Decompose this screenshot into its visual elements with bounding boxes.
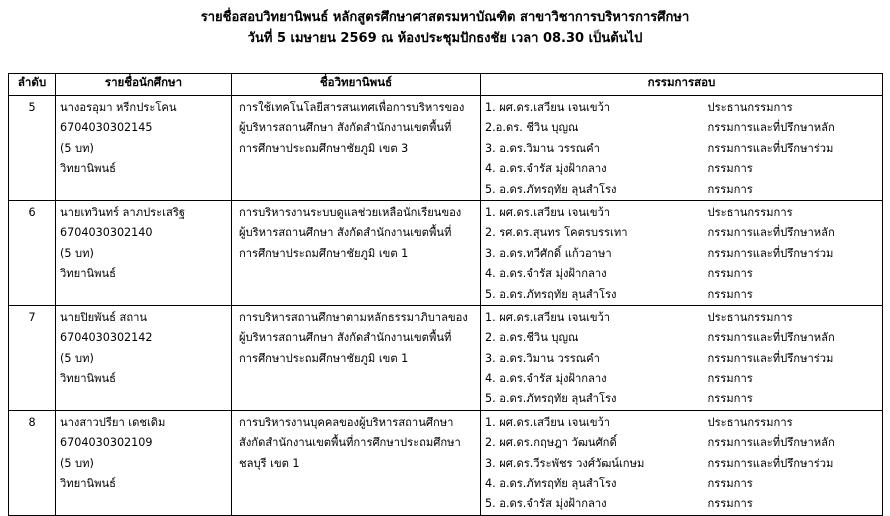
row-number	[9, 200, 56, 305]
thesis-cell	[232, 96, 481, 201]
thesis-line: การศึกษาประถมศึกษาชัยภูมิ เขต 1	[239, 246, 409, 260]
row-number	[9, 305, 56, 410]
committee-member: 1. ผศ.ดร.เสวียน เจนเขว้า	[485, 310, 611, 324]
committee-role: กรรมการและที่ปรึกษาร่วม	[707, 456, 834, 470]
row-number-text: 8	[28, 415, 36, 429]
student-line: 6704030302109	[60, 436, 153, 450]
student-line: 6704030302145	[60, 121, 153, 135]
committee-role: กรรมการและที่ปรึกษาหลัก	[707, 226, 835, 240]
committee-role: กรรมการและที่ปรึกษาร่วม	[707, 351, 834, 365]
row-number-text: 7	[28, 310, 36, 324]
thesis-line: การบริหารงานบุคคลของผู้บริหารสถานศึกษา	[239, 415, 454, 429]
committee-roles-cell	[706, 305, 883, 410]
header-committee: กรรมการสอบ	[481, 74, 883, 96]
student-line: นางอรอุมา หรีกประโคน	[60, 101, 177, 114]
table-row	[9, 305, 883, 410]
committee-roles-cell	[706, 200, 883, 305]
committee-role: กรรมการ	[707, 477, 753, 491]
table-row	[9, 410, 883, 515]
header-no: ลำดับ	[9, 74, 56, 96]
header-student: รายชื่อนักศึกษา	[56, 74, 232, 96]
table-row	[9, 200, 883, 305]
thesis-line: การบริหารสถานศึกษาตามหลักธรรมาภิบาลของ	[239, 310, 468, 324]
student-cell	[56, 96, 232, 201]
committee-role: ประธานกรรมการ	[707, 415, 793, 429]
student-line: (5 บท)	[60, 351, 94, 365]
committee-member: 3. อ.ดร.วิมาน วรรณคำ	[485, 351, 600, 365]
row-number	[9, 96, 56, 201]
student-cell	[56, 305, 232, 410]
committee-roles-cell	[706, 96, 883, 201]
committee-role: ประธานกรรมการ	[707, 101, 793, 114]
committee-member: 5. อ.ดร.ภัทรฤทัย ลุนสำโรง	[485, 287, 617, 301]
student-line: นายเทวินทร์ ลาภประเสริฐ	[60, 205, 186, 219]
committee-member: 1. ผศ.ดร.เสวียน เจนเขว้า	[485, 415, 611, 429]
committee-members-cell	[481, 305, 706, 410]
header-thesis: ชื่อวิทยานิพนธ์	[232, 74, 481, 96]
committee-role: กรรมการและที่ปรึกษาหลัก	[707, 121, 835, 135]
thesis-line: ผู้บริหารสถานศึกษา สังกัดสำนักงานเขตพื้นที่	[239, 331, 452, 345]
committee-role: กรรมการ	[707, 162, 753, 176]
committee-member: 3. อ.ดร.ทวีศักดิ์ แก้วอาษา	[485, 246, 612, 260]
committee-role: ประธานกรรมการ	[707, 205, 793, 219]
committee-member: 2. รศ.ดร.สุนทร โคตรบรรเทา	[485, 226, 628, 240]
committee-role: กรรมการ	[707, 372, 753, 386]
thesis-cell	[232, 305, 481, 410]
committee-member: 4. อ.ดร.จำรัส มุ่งฝ้ากลาง	[485, 372, 607, 386]
committee-members-cell	[481, 96, 706, 201]
thesis-cell	[232, 200, 481, 305]
committee-member: 1. ผศ.ดร.เสวียน เจนเขว้า	[485, 205, 611, 219]
committee-role: ประธานกรรมการ	[707, 310, 793, 324]
committee-roles-cell	[706, 410, 883, 515]
committee-role: กรรมการและที่ปรึกษาร่วม	[707, 246, 834, 260]
committee-member: 2. ผศ.ดร.กฤษฎา วัฒนศักดิ์	[485, 436, 617, 450]
committee-member: 4. อ.ดร.ภัทรฤทัย ลุนสำโรง	[485, 477, 617, 491]
committee-member: 3. ผศ.ดร.วีระพัชร วงศ์วัฒน์เกษม	[485, 456, 645, 470]
thesis-line: ผู้บริหารสถานศึกษา สังกัดสำนักงานเขตพื้นที่	[239, 226, 452, 240]
student-cell	[56, 410, 232, 515]
student-line: นางสาวปรียา เดชเดิม	[60, 415, 166, 429]
student-line: วิทยานิพนธ์	[60, 477, 116, 491]
table-body	[9, 96, 883, 516]
committee-role: กรรมการและที่ปรึกษาหลัก	[707, 331, 835, 345]
committee-role: กรรมการ	[707, 182, 753, 196]
student-line: 6704030302140	[60, 226, 153, 240]
committee-member: 5. อ.ดร.ภัทรฤทัย ลุนสำโรง	[485, 182, 617, 196]
committee-role: กรรมการ	[707, 267, 753, 281]
thesis-line: ชลบุรี เขต 1	[239, 456, 300, 470]
thesis-line: สังกัดสำนักงานเขตพื้นที่การศึกษาประถมศึกษา	[239, 436, 461, 450]
thesis-line: การบริหารงานระบบดูแลช่วยเหลือนักเรียนของ	[239, 205, 462, 219]
committee-role: กรรมการ	[707, 287, 753, 301]
committee-member: 5. อ.ดร.จำรัส มุ่งฝ้ากลาง	[485, 497, 607, 511]
committee-role: กรรมการ	[707, 497, 753, 511]
committee-member: 4. อ.ดร.จำรัส มุ่งฝ้ากลาง	[485, 267, 607, 281]
student-line: วิทยานิพนธ์	[60, 162, 116, 176]
student-line: (5 บท)	[60, 141, 94, 155]
student-line: วิทยานิพนธ์	[60, 267, 116, 281]
thesis-line: การใช้เทคโนโลยีสารสนเทศเพื่อการบริหารของ	[239, 101, 465, 114]
exam-schedule-table	[8, 73, 883, 516]
committee-role: กรรมการและที่ปรึกษาร่วม	[707, 141, 834, 155]
student-line: วิทยานิพนธ์	[60, 372, 116, 386]
thesis-line: การศึกษาประถมศึกษาชัยภูมิ เขต 3	[239, 141, 409, 155]
table-header-row	[9, 74, 883, 96]
student-line: (5 บท)	[60, 246, 94, 260]
student-line: 6704030302142	[60, 331, 153, 345]
committee-role: กรรมการ	[707, 392, 753, 406]
document-subtitle: วันที่ 5 เมษายน 2569 ณ ห้องประชุมปักธงชัย เวลา 08.30 เป็นต้นไป	[247, 31, 643, 46]
row-number-text: 6	[28, 205, 36, 219]
committee-member: 4. อ.ดร.จำรัส มุ่งฝ้ากลาง	[485, 162, 607, 176]
student-line: (5 บท)	[60, 456, 94, 470]
row-number-text: 5	[28, 101, 36, 114]
committee-member: 1. ผศ.ดร.เสวียน เจนเขว้า	[485, 101, 611, 114]
table-row	[9, 96, 883, 201]
document-header	[0, 0, 890, 53]
committee-member: 2. อ.ดร.ชีวิน บุญณ	[485, 331, 579, 345]
committee-member: 2.อ.ดร. ชีวิน บุญณ	[485, 121, 579, 135]
thesis-line: ผู้บริหารสถานศึกษา สังกัดสำนักงานเขตพื้นที่	[239, 121, 452, 135]
committee-role: กรรมการและที่ปรึกษาหลัก	[707, 436, 835, 450]
committee-members-cell	[481, 200, 706, 305]
committee-member: 5. อ.ดร.ภัทรฤทัย ลุนสำโรง	[485, 392, 617, 406]
document-title: รายชื่อสอบวิทยานิพนธ์ หลักสูตรศึกษาศาสตรมหาบัณฑิต สาขาวิชาการบริหารการศึกษา	[200, 10, 690, 25]
student-line: นายปิยพันธ์ สถาน	[60, 310, 148, 324]
row-number	[9, 410, 56, 515]
thesis-line: การศึกษาประถมศึกษาชัยภูมิ เขต 1	[239, 351, 409, 365]
student-cell	[56, 200, 232, 305]
committee-member: 3. อ.ดร.วิมาน วรรณคำ	[485, 141, 600, 155]
committee-members-cell	[481, 410, 706, 515]
thesis-cell	[232, 410, 481, 515]
